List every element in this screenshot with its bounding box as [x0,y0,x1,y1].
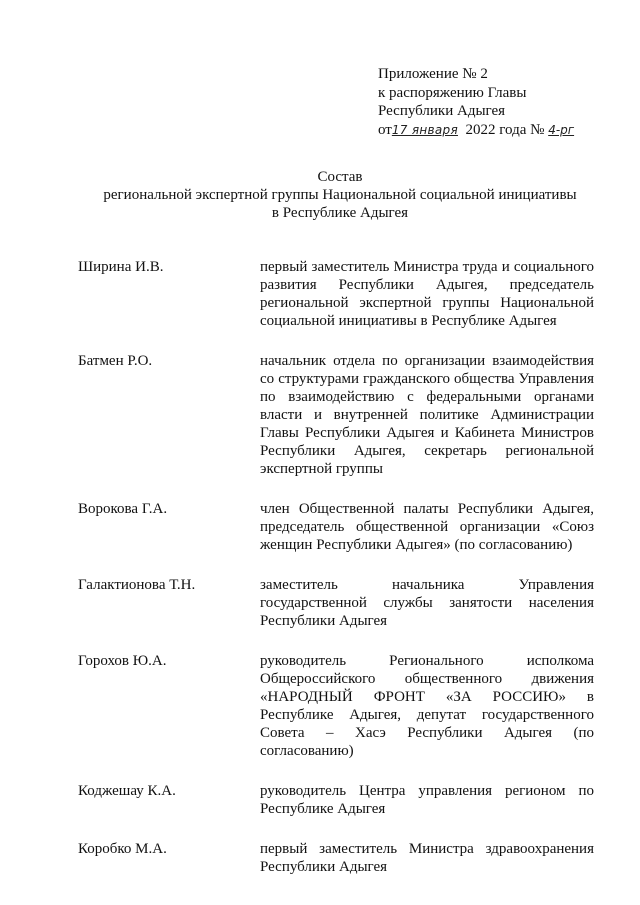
member-position: член Общественной палаты Республики Адыгея, председатель общественной организации «Союз женщин Республики Адыгея» (по согласованию) [260,501,594,553]
member-position: руководитель Регионального исполкома Общероссийского общественного движения «НАРОДНЫЙ ФРОНТ «ЗА РОССИЮ» в Республике Адыгея, депутат государственного Совета – Хасэ Республики Адыгея (по согласованию) [260,653,594,759]
document-title [60,168,620,222]
member-position: руководитель Центра управления регионом по Республике Адыгея [260,783,594,817]
title-line-3: в Республике Адыгея [271,205,409,221]
member-name: Горохов Ю.А. [78,653,167,669]
member-row [78,258,594,330]
member-row [78,782,594,818]
member-position: заместитель начальника Управления государственной службы занятости населения Республики Адыгея [260,577,594,629]
member-row [78,352,594,478]
member-name: Ширина И.В. [78,259,164,275]
appendix-number: Приложение № 2 [378,66,488,82]
appendix-header [378,65,618,139]
member-name: Коджешау К.А. [78,783,176,799]
member-name: Батмен Р.О. [78,353,153,369]
member-position: первый заместитель Министра труда и социального развития Республики Адыгея, председатель региональной экспертной группы Национальной социальной инициативы в Республике Адыгея [260,259,594,329]
appendix-date-line [378,121,618,140]
member-row [78,652,594,760]
member-row [78,576,594,630]
handwritten-number: 4-рг [548,122,575,137]
member-name: Коробко М.А. [78,841,167,857]
handwritten-date: 17 января [391,122,458,137]
appendix-order-ref: к распоряжению Главы [378,84,527,101]
member-name: Галактионова Т.Н. [78,577,196,593]
appendix-republic: Республики Адыгея [378,103,506,119]
title-line-2: региональной экспертной группы Национальной социальной инициативы [103,187,577,203]
member-position: первый заместитель Министра здравоохранения Республики Адыгея [260,841,594,875]
member-row [78,500,594,554]
date-prefix: от [378,121,392,138]
date-year: 2022 года № [465,121,545,138]
title-line-1: Состав [317,169,363,185]
members-list [78,258,594,898]
member-name: Ворокова Г.А. [78,501,168,517]
member-position: начальник отдела по организации взаимодействия со структурами гражданского общества Управления по взаимодействию с федеральными органами власти и внутренней политике Администрации Главы Республики Адыгея и Кабинета Министров Республики Адыгея, секретарь региональной экспертной группы [260,353,594,477]
member-row [78,840,594,876]
